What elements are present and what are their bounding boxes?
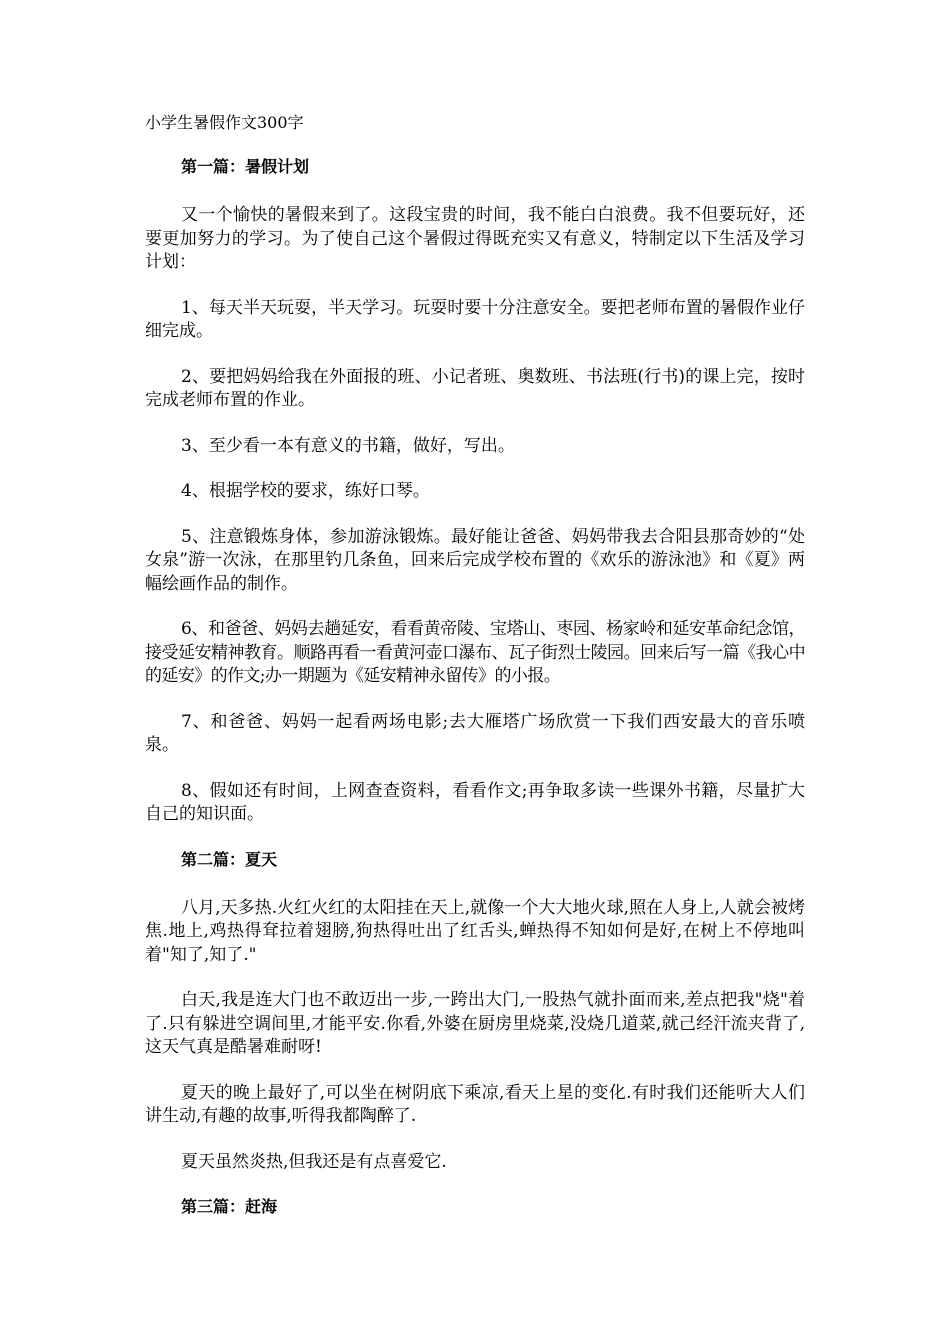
section-2-paragraph-4: 夏天虽然炎热,但我还是有点喜爱它. xyxy=(181,1151,447,1172)
section-heading-1: 第一篇：暑假计划 xyxy=(181,157,310,176)
section-1-plan-item-7: 7、和爸爸、妈妈一起看两场电影;去大雁塔广场欣赏一下我们西安最大的音乐喷泉。 xyxy=(145,711,805,755)
section-1-plan-item-2: 2、要把妈妈给我在外面报的班、小记者班、奥数班、书法班(行书)的课上完，按时完成老师布置的作业。 xyxy=(145,366,805,410)
document-page xyxy=(145,112,805,1244)
section-heading-3: 第三篇：赶海 xyxy=(181,1197,278,1216)
document-title: 小学生暑假作文300字 xyxy=(145,113,304,132)
section-1-plan-item-5: 5、注意锻炼身体，参加游泳锻炼。最好能让爸爸、妈妈带我去合阳县那奇妙的“处女泉”游一次泳，在那里钓几条鱼，回来后完成学校布置的《欢乐的游泳池》和《夏》两幅绘画作品的制作。 xyxy=(145,526,805,594)
section-heading-2: 第二篇：夏天 xyxy=(181,849,278,869)
section-1-plan-item-3: 3、至少看一本有意义的书籍，做好，写出。 xyxy=(181,435,515,456)
section-1-plan-item-4: 4、根据学校的要求，练好口琴。 xyxy=(181,481,430,501)
section-1-plan-item-6: 6、和爸爸、妈妈去趟延安，看看黄帝陵、宝塔山、枣园、杨家岭和延安革命纪念馆，接受延安精神教育。顺路再看一看黄河壶口瀑布、瓦子街烈士陵园。回来后写一篇《我心中的延安》的作文;办一期题为《延安精神永留传》的小报。 xyxy=(145,619,805,686)
section-2-paragraph-1: 八月,天多热.火红火红的太阳挂在天上,就像一个大大地火球,照在人身上,人就会被烤焦.地上,鸡热得耷拉着翅膀,狗热得吐出了红舌头,蝉热得不知如何是好,在树上不停地叫着"知了,知了." xyxy=(145,897,805,965)
section-1-plan-item-1: 1、每天半天玩耍，半天学习。玩耍时要十分注意安全。要把老师布置的暑假作业仔细完成。 xyxy=(145,297,805,341)
section-2-paragraph-2: 白天,我是连大门也不敢迈出一步,一跨出大门,一股热气就扑面而来,差点把我"烧"着了.只有躲进空调间里,才能平安.你看,外婆在厨房里烧菜,没烧几道菜,就己经汗流夹背了,这天气真是酷暑难耐呀! xyxy=(145,990,805,1057)
section-2-paragraph-3: 夏天的晚上最好了,可以坐在树阴底下乘凉,看天上星的变化.有时我们还能听大人们讲生动,有趣的故事,听得我都陶醉了. xyxy=(145,1082,805,1126)
section-1-plan-item-8: 8、假如还有时间，上网查查资料，看看作文;再争取多读一些课外书籍，尽量扩大自己的知识面。 xyxy=(145,780,805,824)
section-1-paragraph-intro: 又一个愉快的暑假来到了。这段宝贵的时间，我不能白白浪费。我不但要玩好，还要更加努力的学习。为了使自己这个暑假过得既充实又有意义，特制定以下生活及学习计划： xyxy=(145,205,805,272)
